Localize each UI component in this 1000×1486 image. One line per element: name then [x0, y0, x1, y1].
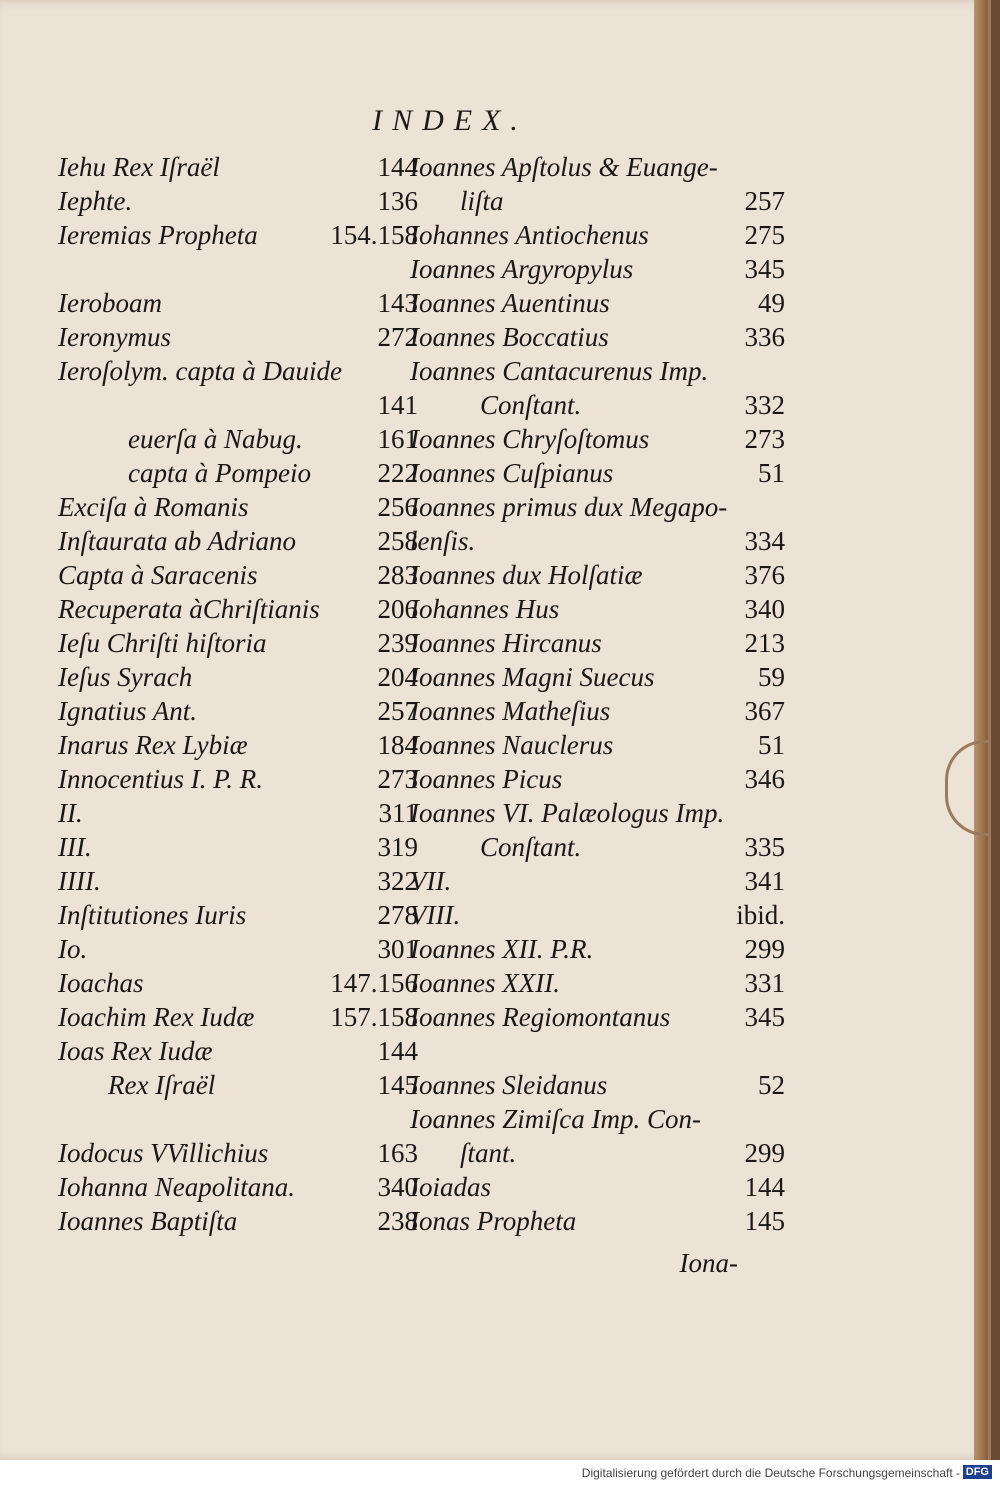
index-entry: Ioannes Zimiſca Imp. Con-	[410, 1104, 701, 1134]
digitization-footer	[0, 1460, 1000, 1486]
index-entry: Iohannes Antiochenus 275	[410, 220, 785, 250]
index-entry: Ioannes XII. P.R. 299	[410, 934, 785, 964]
index-entry: Ignatius Ant. 257	[58, 696, 418, 726]
index-entry: Ioannes Chryſoſtomus 273	[410, 424, 785, 454]
index-entry: Conſtant. 335	[480, 832, 785, 862]
index-entry: Ioannes Apſtolus & Euange-	[410, 152, 718, 182]
index-entry: Ieremias Propheta 154.158	[58, 220, 418, 250]
index-entry: Inarus Rex Lybiæ 184	[58, 730, 418, 760]
index-entry: III. 319	[58, 832, 418, 862]
index-entry: Ioannes VI. Palæologus Imp.	[410, 798, 725, 828]
index-entry: Ioiadas 144	[410, 1172, 785, 1202]
clasp	[945, 740, 988, 836]
index-entry: Ieroſolym. capta à Dauide	[58, 356, 342, 386]
index-entry: 141	[377, 390, 418, 420]
index-entry: Conſtant. 332	[480, 390, 785, 420]
index-column-left	[58, 150, 418, 1238]
index-entry: Ioannes Argyropylus 345	[410, 254, 785, 284]
index-entry: Ioachim Rex Iudæ 157.158	[58, 1002, 418, 1032]
index-entry: Innocentius I. P. R. 273	[58, 764, 418, 794]
index-entry: lenſis. 334	[410, 526, 785, 556]
index-entry: Io. 301	[58, 934, 418, 964]
index-entry: liſta 257	[460, 186, 785, 216]
index-entry: Ioannes Sleidanus 52	[410, 1070, 785, 1100]
index-entry: euerſa à Nabug. 161	[128, 424, 418, 454]
index-entry: IIII. 322	[58, 866, 418, 896]
index-entry: Iephte. 136	[58, 186, 418, 216]
index-entry: Ioannes Auentinus 49	[410, 288, 785, 318]
index-entry: Ioannes Cantacurenus Imp.	[410, 356, 709, 386]
index-entry: Inſtitutiones Iuris 278	[58, 900, 418, 930]
index-entry: Exciſa à Romanis 256	[58, 492, 418, 522]
index-entry: capta à Pompeio 222	[128, 458, 418, 488]
index-entry: Iodocus VVillichius 163	[58, 1138, 418, 1168]
index-entry: Recuperata àChriſtianis 206	[58, 594, 418, 624]
index-entry: Ioannes Boccatius 336	[410, 322, 785, 352]
index-entry: Ionas Propheta 145	[410, 1206, 785, 1236]
index-entry: Ioannes XXII. 331	[410, 968, 785, 998]
index-entry: II. 311	[58, 798, 418, 828]
catchword: Iona-	[679, 1248, 738, 1278]
footer-text: Digitalisierung gefördert durch die Deutsche Forschungsgemeinschaft -	[581, 1466, 960, 1480]
index-entry: Ioannes Cuſpianus 51	[410, 458, 785, 488]
index-entry: Rex Iſraël 145	[108, 1070, 418, 1100]
index-entry: Ieſus Syrach 204	[58, 662, 418, 692]
dfg-logo: DFG	[963, 1465, 992, 1479]
index-entry: Iohanna Neapolitana. 340	[58, 1172, 418, 1202]
index-entry: VIII. ibid.	[410, 900, 785, 930]
index-entry: Ioannes Matheſius 367	[410, 696, 785, 726]
index-entry	[58, 252, 418, 286]
index-entry: Iehu Rex Iſraël 144	[58, 152, 418, 182]
index-entry: Ioannes Picus 346	[410, 764, 785, 794]
index-entry: Ieronymus 272	[58, 322, 418, 352]
index-entry	[410, 1034, 785, 1068]
index-entry: Ioannes Nauclerus 51	[410, 730, 785, 760]
page-header: INDEX.	[372, 104, 528, 137]
index-entry: Ioannes Baptiſta 238	[58, 1206, 418, 1236]
index-entry: Ioannes Regiomontanus 345	[410, 1002, 785, 1032]
index-entry: Ioas Rex Iudæ 144	[58, 1036, 418, 1066]
index-entry: Ioannes dux Holſatiæ 376	[410, 560, 785, 590]
index-column-right	[410, 150, 785, 1238]
index-entry: Ioannes Magni Suecus 59	[410, 662, 785, 692]
index-entry: Inſtaurata ab Adriano 258	[58, 526, 418, 556]
index-entry: Capta à Saracenis 283	[58, 560, 418, 590]
index-entry: Iohannes Hus 340	[410, 594, 785, 624]
index-entry: Ieroboam 143	[58, 288, 418, 318]
index-entry: ſtant. 299	[460, 1138, 785, 1168]
index-entry: VII. 341	[410, 866, 785, 896]
index-entry: Ioannes Hircanus 213	[410, 628, 785, 658]
index-entry: Ieſu Chriſti hiſtoria 239	[58, 628, 418, 658]
index-entry: Ioachas 147.156	[58, 968, 418, 998]
page-edge	[974, 0, 988, 1460]
index-entry: Ioannes primus dux Megapo-	[410, 492, 728, 522]
index-entry	[58, 1102, 418, 1136]
